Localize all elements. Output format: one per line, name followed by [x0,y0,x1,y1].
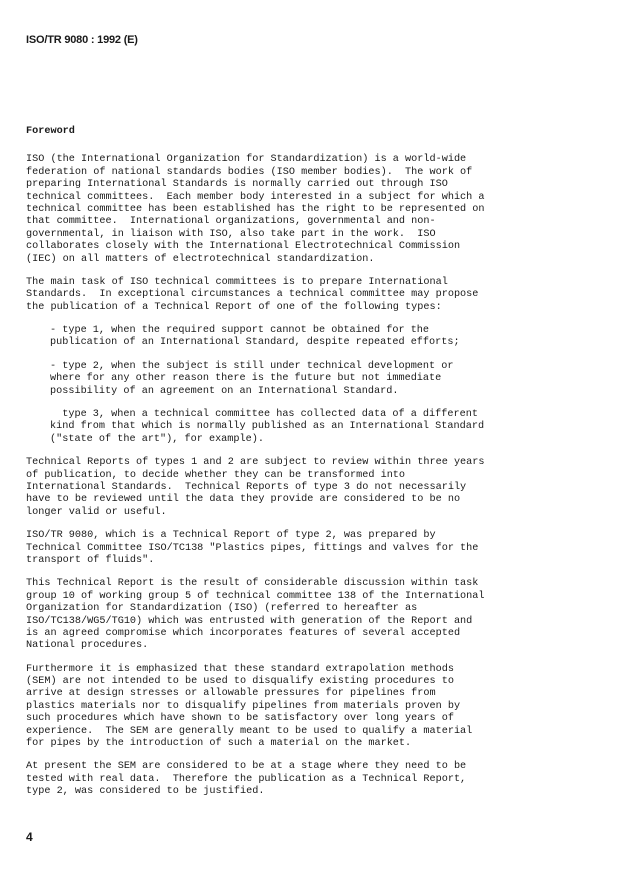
text-line: plastics materials nor to disqualify pipelines from materials proven by [26,700,461,712]
text-line: the publication of a Technical Report of one of the following types: [26,301,442,313]
text-line: Technical Reports of types 1 and 2 are subject to review within three years [26,457,485,469]
paragraph [26,325,601,350]
text-line: transport of fluids". [26,554,155,566]
text-line: kind from that which is normally published as an International Standard [50,421,485,433]
text-line: governmental, in liaison with ISO, also take part in the work. ISO [26,228,436,240]
text-line: Furthermore it is emphasized that these standard extrapolation methods [26,663,454,675]
text-line: for pipes by the introduction of such a material on the market. [26,738,412,750]
text-line: experience. The SEM are generally meant to be used to qualify a material [26,725,473,737]
paragraph [26,578,601,652]
paragraph [26,761,601,798]
text-line: The main task of ISO technical committees is to prepare International [26,276,448,288]
document-header: ISO/TR 9080 : 1992 (E) [26,34,138,46]
paragraph-list [26,154,601,798]
text-line: Organization for Standardization (ISO) (referred to hereafter as [26,603,418,615]
text-line: Technical Committee ISO/TC138 "Plastics pipes, fittings and valves for the [26,542,479,554]
text-line: of publication, to decide whether they can be transformed into [26,469,406,481]
text-line: type 3, when a technical committee has collected data of a different [50,409,478,421]
text-line: ISO/TC138/WG5/TG10) which was entrusted with generation of the Report and [26,615,473,627]
section-title: Foreword [26,126,75,137]
text-line: ISO/TR 9080, which is a Technical Report of type 2, was prepared by [26,530,436,542]
paragraph [26,664,601,751]
text-line: ("state of the art"), for example). [50,433,264,445]
text-line: type 2, was considered to be justified. [26,786,265,798]
text-line: collaborates closely with the International Electrotechnical Commission [26,241,461,253]
text-line: where for any other reason there is the future but not immediate [50,373,442,385]
text-line: technical committee has been established has the right to be represented on [26,203,485,215]
text-line: (IEC) on all matters of electrotechnical standardization. [26,253,375,265]
text-line: possibility of an agreement on an International Standard. [50,385,399,397]
paragraph [26,409,601,446]
page-number: 4 [26,830,33,844]
text-line: (SEM) are not intended to be used to disqualify existing procedures to [26,676,454,688]
text-line: technical committees. Each member body interested in a subject for which a [26,191,485,203]
text-line: have to be reviewed until the data they provide are considered to be no [26,494,461,506]
text-line: federation of national standards bodies (ISO member bodies). The work of [26,166,473,178]
text-line: ISO (the International Organization for Standardization) is a world-wide [26,154,467,166]
text-line: International Standards. Technical Reports of type 3 do not necessarily [26,482,467,493]
text-line: arrive at design stresses or allowable pressures for pipelines from [26,688,436,700]
text-line: longer valid or useful. [26,506,167,518]
text-line: that committee. International organizations, governmental and non- [26,216,436,228]
paragraph [26,361,601,398]
text-line: This Technical Report is the result of considerable discussion within task [26,578,479,590]
text-line: - type 2, when the subject is still under technical development or [50,360,454,372]
text-line: Standards. In exceptional circumstances a technical committee may propose [26,289,479,301]
text-line: - type 1, when the required support cannot be obtained for the [50,325,430,337]
text-line: such procedures which have shown to be satisfactory over long years of [26,713,454,725]
text-line: is an agreed compromise which incorporates features of several accepted [26,627,461,639]
text-line: At present the SEM are considered to be at a stage where they need to be [26,761,467,773]
text-line: National procedures. [26,640,149,652]
foreword-section [26,126,601,810]
paragraph [26,457,601,519]
text-line: tested with real data. Therefore the publication as a Technical Report, [26,773,467,785]
paragraph [26,277,601,314]
paragraph [26,530,601,567]
text-line: publication of an International Standard, despite repeated efforts; [50,337,460,349]
text-line: preparing International Standards is normally carried out through ISO [26,179,448,191]
text-line: group 10 of working group 5 of technical committee 138 of the International [26,590,485,602]
paragraph [26,154,601,266]
